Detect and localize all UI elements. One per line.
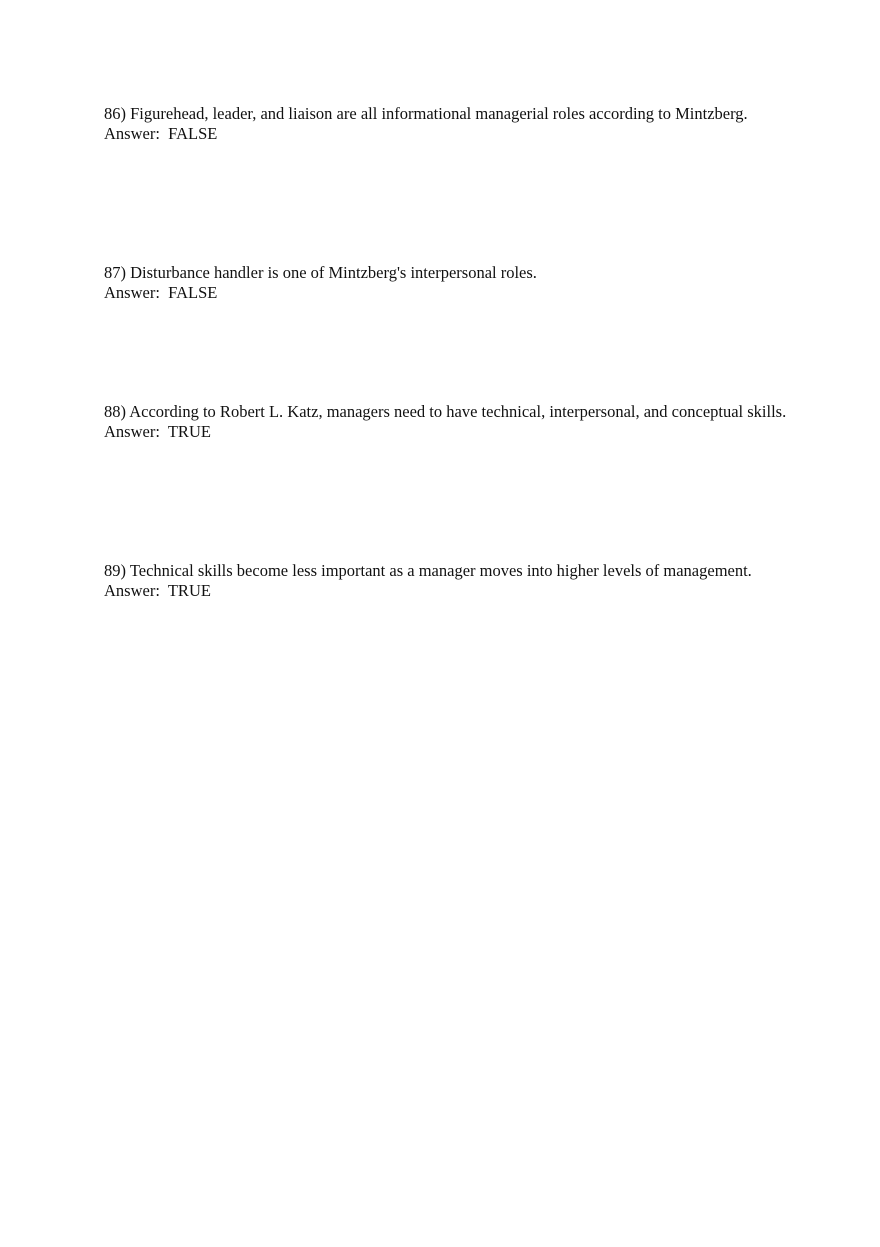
question-answer: Answer: FALSE: [104, 282, 218, 302]
question-text: 89) Technical skills become less important as a manager moves into higher levels of management.: [104, 561, 752, 580]
question-87: [104, 263, 794, 302]
question-text: 86) Figurehead, leader, and liaison are all informational managerial roles according to Mintzberg.: [104, 104, 748, 123]
question-89: [104, 561, 794, 600]
question-answer: Answer: TRUE: [104, 580, 211, 600]
question-text: 87) Disturbance handler is one of Mintzberg's interpersonal roles.: [104, 263, 537, 282]
question-86: [104, 104, 794, 143]
question-answer: Answer: FALSE: [104, 123, 218, 143]
question-answer: Answer: TRUE: [104, 421, 211, 441]
question-text: 88) According to Robert L. Katz, managers need to have technical, interpersonal, and conceptual skills.: [104, 402, 787, 421]
question-88: [104, 402, 794, 441]
